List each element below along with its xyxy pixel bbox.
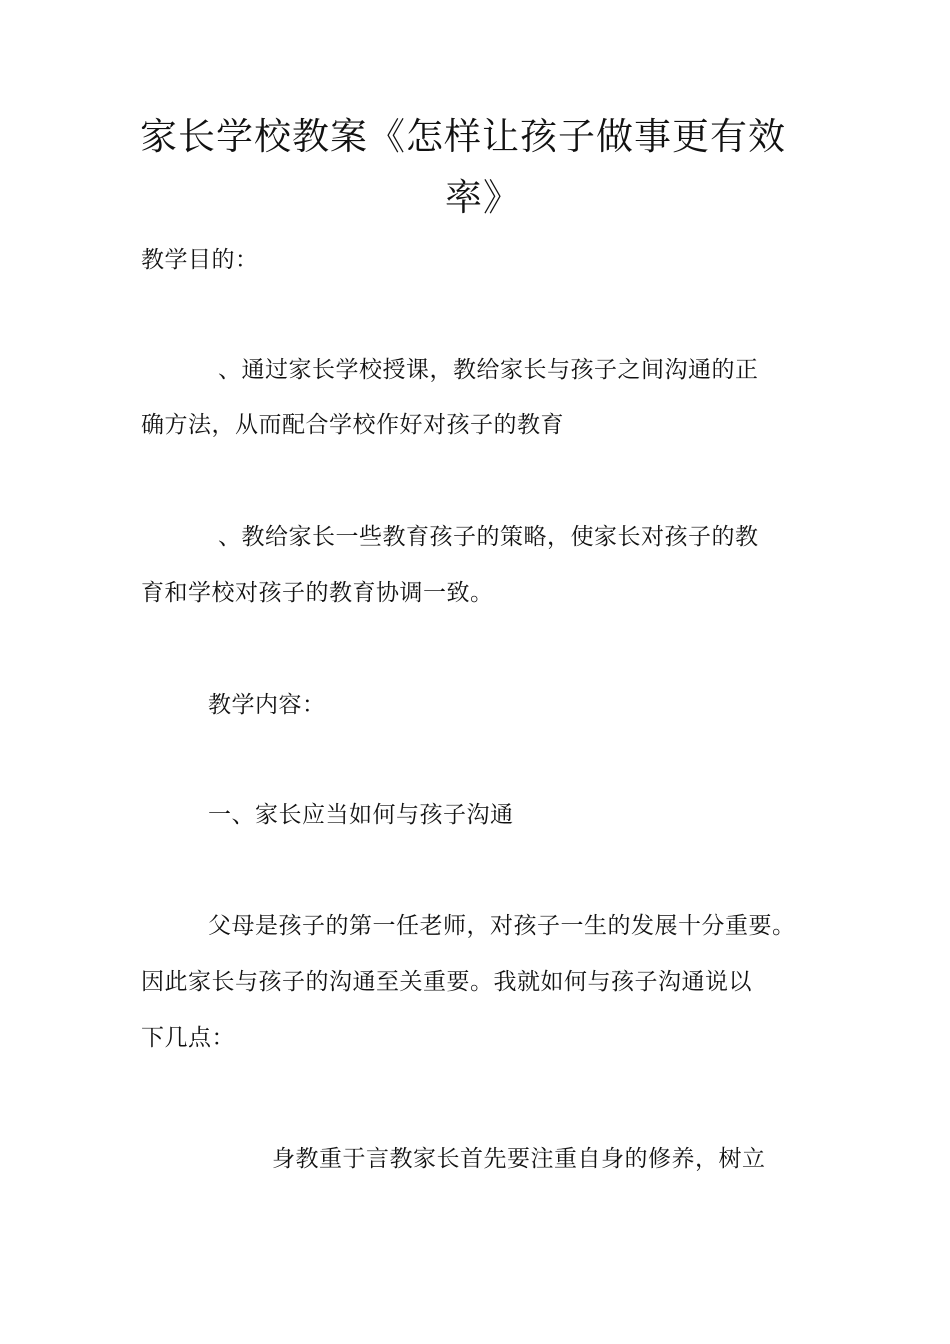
objective-1-line-2: 确方法，从而配合学校作好对孩子的教育 [141,412,564,438]
objectives-heading: 教学目的： [141,247,259,273]
objective-2-line-2: 育和学校对孩子的教育协调一致。 [141,580,494,606]
paragraph-1-line-1: 父母是孩子的第一任老师，对孩子一生的发展十分重要。 [208,913,796,939]
section-1-heading: 一、家长应当如何与孩子沟通 [208,802,514,828]
document-title-line-2: 率》 [445,176,521,219]
objective-2-line-1: 、教给家长一些教育孩子的策略，使家长对孩子的教 [218,524,759,550]
objective-1-line-1: 、通过家长学校授课，教给家长与孩子之间沟通的正 [218,357,759,383]
paragraph-1-line-3: 下几点： [141,1025,235,1051]
paragraph-2-line-1: 身教重于言教家长首先要注重自身的修养，树立 [272,1146,766,1172]
document-title-line-1: 家长学校教案《怎样让孩子做事更有效 [140,115,786,158]
paragraph-1-line-2: 因此家长与孩子的沟通至关重要。我就如何与孩子沟通说以 [141,969,752,995]
content-heading: 教学内容： [208,692,326,718]
